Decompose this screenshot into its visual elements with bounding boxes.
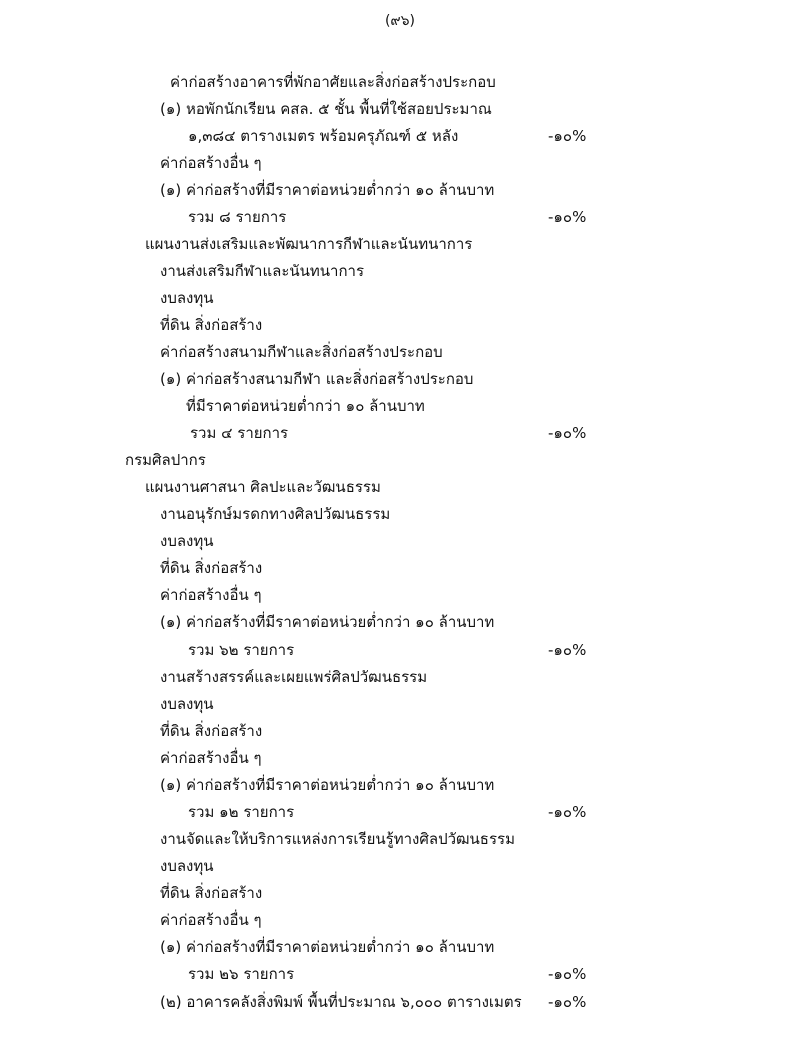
text-line: รวม ๒๖ รายการ	[188, 965, 295, 983]
percent-change: -๑๐%	[548, 208, 587, 226]
text-line: งานอนุรักษ์มรดกทางศิลปวัฒนธรรม	[160, 505, 391, 523]
text-line: งานส่งเสริมกีฬาและนันทนาการ	[160, 262, 365, 280]
text-line: ค่าก่อสร้างอาคารที่พักอาศัยและสิ่งก่อสร้างประกอบ	[170, 73, 496, 91]
percent-change: -๑๐%	[548, 424, 587, 442]
text-line: ค่าก่อสร้างอื่น ๆ	[160, 154, 262, 172]
text-line: งบลงทุน	[160, 857, 214, 875]
text-line: ค่าก่อสร้างอื่น ๆ	[160, 911, 262, 929]
text-line: (๑) ค่าก่อสร้างสนามกีฬา และสิ่งก่อสร้างประกอบ	[160, 370, 474, 388]
text-line: ที่ดิน สิ่งก่อสร้าง	[160, 884, 263, 902]
text-line: งบลงทุน	[160, 695, 214, 713]
text-line: กรมศิลปากร	[125, 451, 206, 469]
text-line: รวม ๑๒ รายการ	[188, 803, 295, 821]
text-line: (๑) ค่าก่อสร้างที่มีราคาต่อหน่วยต่ำกว่า ๑๐ ล้านบาท	[160, 776, 495, 794]
text-line: งานจัดและให้บริการแหล่งการเรียนรู้ทางศิลปวัฒนธรรม	[160, 830, 515, 848]
text-line: รวม ๖๒ รายการ	[188, 641, 295, 659]
text-line: (๑) ค่าก่อสร้างที่มีราคาต่อหน่วยต่ำกว่า ๑๐ ล้านบาท	[160, 938, 495, 956]
text-line: ที่ดิน สิ่งก่อสร้าง	[160, 722, 263, 740]
text-line: แผนงานส่งเสริมและพัฒนาการกีฬาและนันทนาการ	[145, 235, 473, 253]
text-line: งบลงทุน	[160, 532, 214, 550]
text-line: งานสร้างสรรค์และเผยแพร่ศิลปวัฒนธรรม	[160, 668, 428, 686]
text-line: แผนงานศาสนา ศิลปะและวัฒนธรรม	[145, 478, 381, 496]
text-line: (๑) หอพักนักเรียน คสล. ๕ ชั้น พื้นที่ใช้สอยประมาณ	[160, 100, 492, 118]
text-line: ค่าก่อสร้างอื่น ๆ	[160, 586, 262, 604]
text-line: ค่าก่อสร้างอื่น ๆ	[160, 749, 262, 767]
text-line: (๑) ค่าก่อสร้างที่มีราคาต่อหน่วยต่ำกว่า ๑๐ ล้านบาท	[160, 181, 495, 199]
text-line: รวม ๔ รายการ	[190, 424, 289, 442]
text-line: ที่ดิน สิ่งก่อสร้าง	[160, 316, 263, 334]
text-line: ค่าก่อสร้างสนามกีฬาและสิ่งก่อสร้างประกอบ	[160, 343, 443, 361]
text-line: รวม ๘ รายการ	[188, 208, 287, 226]
percent-change: -๑๐%	[548, 993, 587, 1011]
text-line: (๒) อาคารคลังสิ่งพิมพ์ พื้นที่ประมาณ ๖,๐๐๐ ตารางเมตร	[160, 993, 522, 1011]
percent-change: -๑๐%	[548, 965, 587, 983]
percent-change: -๑๐%	[548, 803, 587, 821]
text-line: ที่ดิน สิ่งก่อสร้าง	[160, 559, 263, 577]
percent-change: -๑๐%	[548, 641, 587, 659]
percent-change: -๑๐%	[548, 127, 587, 145]
page-number: (๙๖)	[384, 13, 416, 29]
text-line: ที่มีราคาต่อหน่วยต่ำกว่า ๑๐ ล้านบาท	[186, 397, 425, 415]
text-line: (๑) ค่าก่อสร้างที่มีราคาต่อหน่วยต่ำกว่า ๑๐ ล้านบาท	[160, 613, 495, 631]
text-line: งบลงทุน	[160, 289, 214, 307]
text-line: ๑,๓๘๔ ตารางเมตร พร้อมครุภัณฑ์ ๕ หลัง	[188, 127, 459, 145]
